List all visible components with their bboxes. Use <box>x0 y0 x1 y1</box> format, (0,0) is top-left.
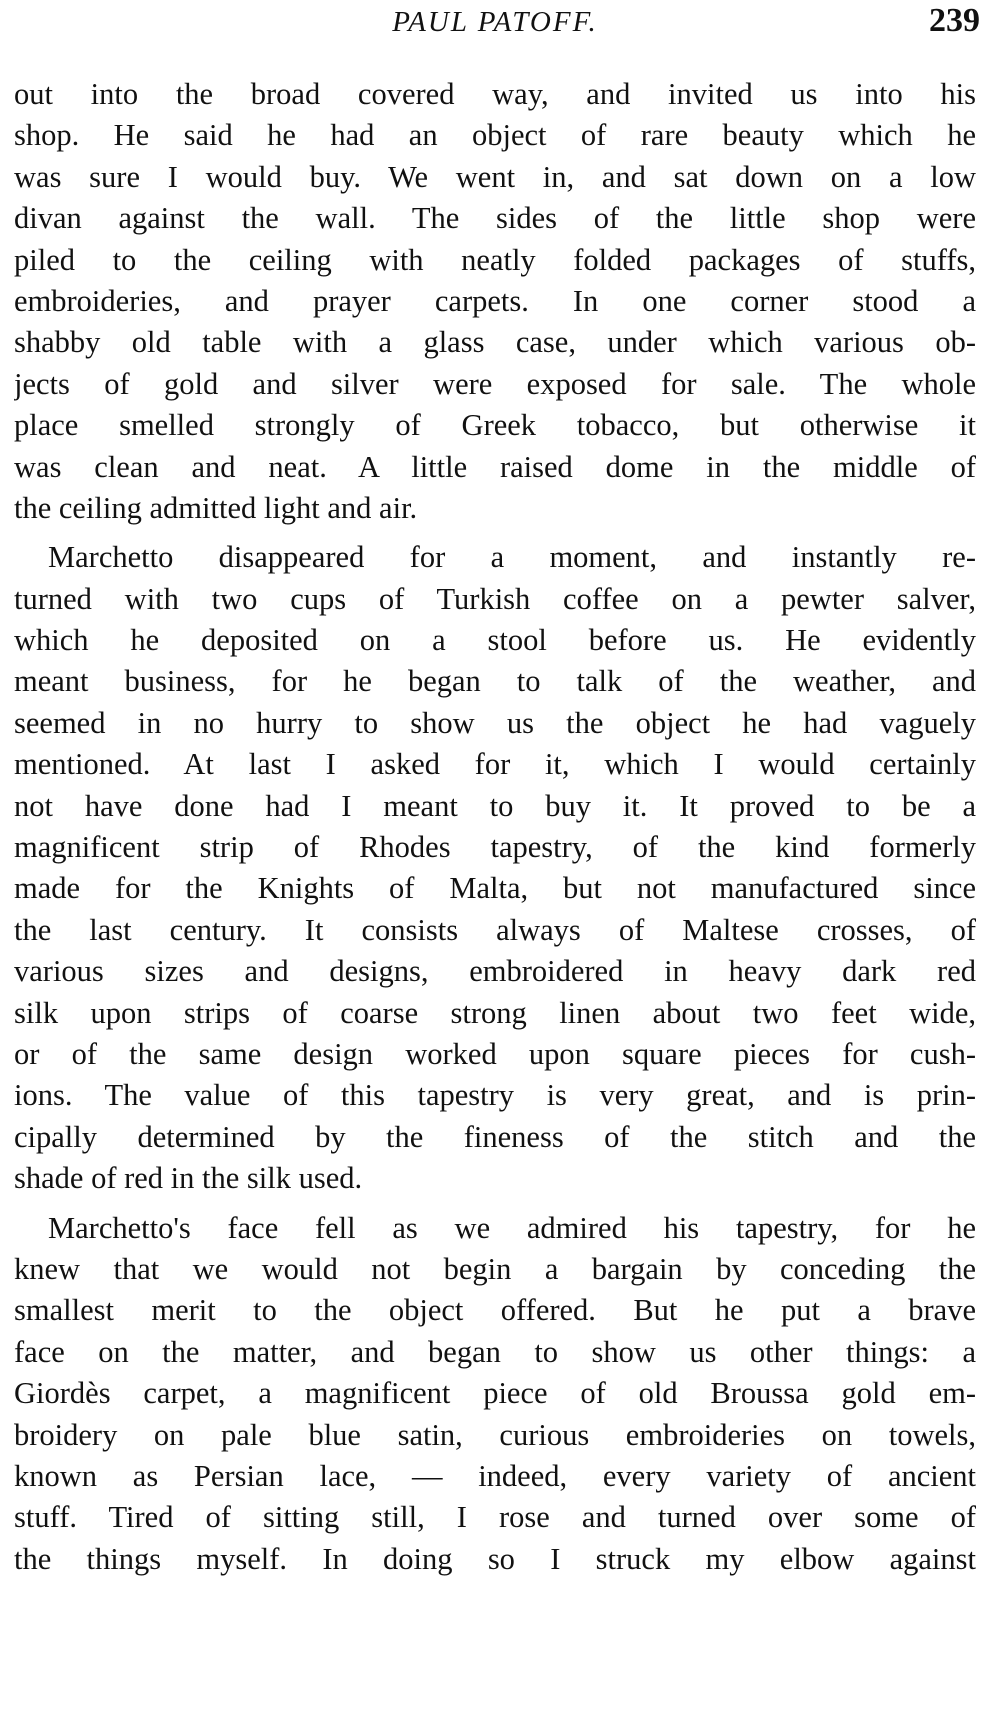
text-line: place smelled strongly of Greek tobacco, but otherwise it <box>14 408 976 443</box>
text-line: Giordès carpet, a magnificent piece of old Broussa gold em- <box>14 1376 976 1411</box>
page-number: 239 <box>929 2 980 39</box>
text-line: jects of gold and silver were exposed for sale. The whole <box>14 366 976 401</box>
running-head <box>10 2 980 48</box>
text-line: turned with two cups of Turkish coffee on a pewter salver, <box>14 581 976 616</box>
text-line: or of the same design worked upon square pieces for cush- <box>14 1036 976 1071</box>
text-line: not have done had I meant to buy it. It proved to be a <box>14 788 976 823</box>
text-line: the things myself. In doing so I struck my elbow against <box>14 1541 976 1576</box>
text-line: Marchetto's face fell as we admired his tapestry, for he <box>48 1210 976 1245</box>
text-line: various sizes and designs, embroidered in heavy dark red <box>14 954 976 989</box>
text-line: cipally determined by the fineness of the stitch and the <box>14 1119 976 1154</box>
text-line: seemed in no hurry to show us the object he had vaguely <box>14 705 976 740</box>
text-line: was sure I would buy. We went in, and sat down on a low <box>14 159 976 194</box>
text-line: the ceiling admitted light and air. <box>14 490 418 525</box>
text-line: piled to the ceiling with neatly folded packages of stuffs, <box>14 242 976 277</box>
text-line: known as Persian lace, — indeed, every variety of ancient <box>14 1458 976 1493</box>
body-text <box>14 74 976 1580</box>
text-line: silk upon strips of coarse strong linen about two feet wide, <box>14 995 976 1030</box>
text-line: the last century. It consists always of Maltese crosses, of <box>14 912 976 947</box>
text-line: out into the broad covered way, and invited us into his <box>14 77 976 111</box>
text-line: Marchetto disappeared for a moment, and instantly re- <box>48 540 976 575</box>
paragraph-3 <box>14 1208 976 1581</box>
text-line: shade of red in the silk used. <box>14 1161 363 1196</box>
text-line: face on the matter, and began to show us other things: a <box>14 1334 976 1369</box>
text-line: shabby old table with a glass case, under which various ob- <box>14 325 976 360</box>
text-line: broidery on pale blue satin, curious embroideries on towels, <box>14 1417 976 1452</box>
text-line: smallest merit to the object offered. But he put a brave <box>14 1293 976 1328</box>
paragraph-2 <box>14 537 976 1199</box>
text-line: ions. The value of this tapestry is very great, and is prin- <box>14 1078 976 1113</box>
text-line: mentioned. At last I asked for it, which I would certainly <box>14 747 976 782</box>
text-line: stuff. Tired of sitting still, I rose and turned over some of <box>14 1500 976 1535</box>
text-line: shop. He said he had an object of rare beauty which he <box>14 118 976 153</box>
text-line: made for the Knights of Malta, but not manufactured since <box>14 871 976 906</box>
text-line: embroideries, and prayer carpets. In one corner stood a <box>14 283 976 318</box>
text-line: magnificent strip of Rhodes tapestry, of the kind formerly <box>14 830 976 865</box>
text-line: meant business, for he began to talk of the weather, and <box>14 664 976 699</box>
text-line: was clean and neat. A little raised dome in the middle of <box>14 449 976 484</box>
paragraph-gap <box>14 1200 976 1208</box>
running-title: PAUL PATOFF. <box>392 6 598 38</box>
text-line: knew that we would not begin a bargain by conceding the <box>14 1251 976 1286</box>
paragraph-gap <box>14 529 976 537</box>
paragraph-1 <box>14 74 976 529</box>
text-line: which he deposited on a stool before us. He evidently <box>14 623 976 658</box>
text-line: divan against the wall. The sides of the little shop were <box>14 201 976 236</box>
